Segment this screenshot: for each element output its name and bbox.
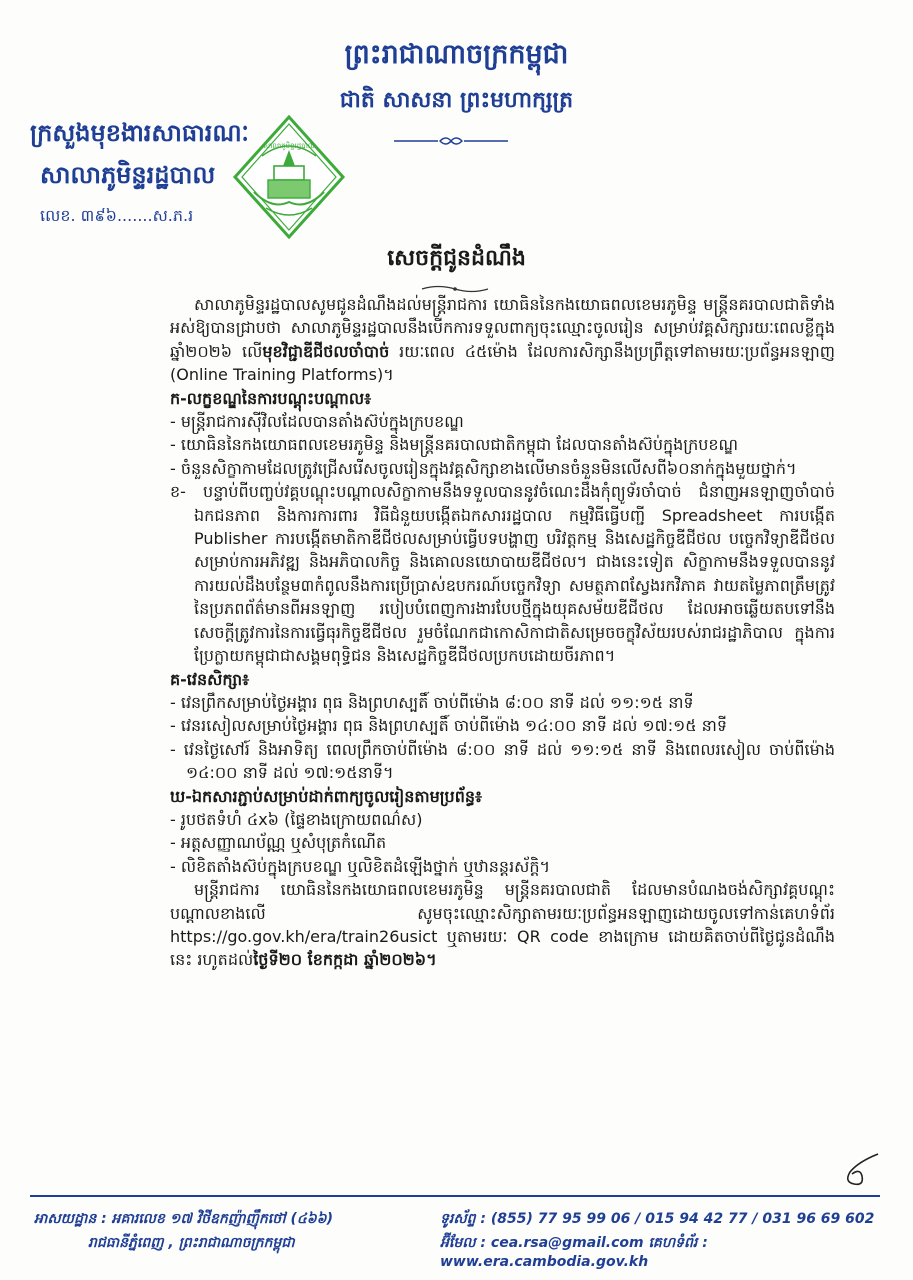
intro-course-name: មុខវិជ្ជាឌីជីថលចាំបាច់	[262, 341, 390, 361]
list-item: - វេនរសៀលសម្រាប់ថ្ងៃអង្គារ ពុធ និងព្រហស្បតិ៍ ចាប់ពីម៉ោង ១៤:០០ នាទី ដល់ ១៧:១៥ នាទី	[170, 716, 728, 736]
document-title: សេចក្តីជូនដំណឹង	[387, 246, 526, 271]
list-item: - វេនថ្ងៃសៅរ៍ និងអាទិត្យ ពេលព្រឹកចាប់ពីម៉ោង ៨:០០ នាទី ដល់ ១១:១៥ នាទី និងពេលរសៀល ចាប់ពីម៉ោង ១៤:០០ នាទី ដល់ ១៧:១៥នាទី។	[170, 739, 835, 783]
intro-paragraph	[170, 293, 835, 387]
school-name: សាលាភូមិន្ទរដ្ឋបាល	[40, 161, 216, 189]
list-item: - យោធិននៃកងយោធពលខេមរភូមិន្ទ និងមន្ត្រីនគរបាលជាតិកម្ពុជា ដែលបានតាំងស៊ប់ក្នុងក្របខណ្ឌ	[170, 435, 739, 455]
ornament-icon	[392, 133, 510, 149]
closing-paragraph	[170, 878, 835, 972]
reference-number: លេខ. ៣៩៦.......ស.ភ.រ	[40, 206, 194, 225]
footer-phone: ទូរស័ព្ទ : (855) 77 95 99 06 / 015 94 42 77 / 031 96 69 602	[440, 1211, 875, 1227]
logo-text: សាលាភូមិន្ទរដ្ឋបាល	[263, 142, 315, 150]
national-motto: ជាតិ សាសនា ព្រះមហាក្សត្រ	[339, 88, 574, 113]
kingdom-title: ព្រះរាជាណាចក្រកម្ពុជា	[344, 39, 569, 70]
list-item: - លិខិតតាំងស៊ប់ក្នុងក្របខណ្ឌ ឬលិខិតដំឡើងថ្នាក់ ឬឋានន្តរស័ក្តិ។	[170, 856, 551, 876]
footer-divider	[30, 1195, 880, 1197]
list-item: - ចំនួនសិក្ខាកាមដែលត្រូវជ្រើសរើសចូលរៀនក្នុងវគ្គសិក្សាខាងលើមានចំនួនមិនលើសពី៦០នាក់ក្នុងមួយថ្នាក់។	[170, 458, 797, 478]
list-item: - រូបថតទំហំ ៤x៦ (ផ្ទៃខាងក្រោយពណ៌ស)	[170, 809, 423, 829]
closing-text: មន្ត្រីរាជការ យោធិននៃកងយោធពលខេមរភូមិន្ទ មន្ត្រីនគរបាលជាតិ ដែលមានបំណងចង់សិក្សាវគ្គបណ្តុះបណ្តាលខាងលើ សូមចុះឈ្មោះសិក្សាតាមរយៈប្រព័ន្ធអនឡាញដោយចូលទៅកាន់គេហទំព័រ https://go.gov.kh/era/train26usict ឬតាមរយៈ QR code ខាងក្រោម ដោយគិតចាប់ពីថ្ងៃជូនដំណឹងនេះ រហូតដល់	[170, 880, 835, 970]
document-body	[170, 293, 835, 972]
list-item: - មន្ត្រីរាជការស៊ីវិលដែលបានតាំងស៊ប់ក្នុងក្របខណ្ឌ	[170, 412, 464, 432]
footer-address-line2: រាជធានីភ្នំពេញ , ព្រះរាជាណាចក្រកម្ពុជា	[88, 1235, 295, 1251]
list-item: - វេនព្រឹកសម្រាប់ថ្ងៃអង្គារ ពុធ និងព្រហស្បតិ៍ ចាប់ពីម៉ោង ៨:០០ នាទី ដល់ ១១:១៥ នាទី	[170, 692, 694, 712]
intro-text-end: រយៈពេល ៤៥ម៉ោង ដែលការសិក្សានឹងប្រព្រឹត្តទៅតាមរយៈប្រព័ន្ធអនឡាញ (Online Training Platforms)។	[170, 341, 835, 385]
list-item: - អត្តសញ្ញាណប័ណ្ណ ឬសំបុត្រកំណើត	[170, 833, 387, 853]
closing-deadline: ថ្ងៃទី២០ ខែកក្កដា ឆ្នាំ២០២៦។	[253, 950, 437, 970]
intro-text: សាលាភូមិន្ទរដ្ឋបាលសូមជូនដំណឹងដល់មន្ត្រីរាជការ យោធិននៃកងយោធពលខេមរភូមិន្ទ មន្ត្រីនគរបាលជាតិទាំងអស់ឱ្យបានជ្រាបថា សាលាភូមិន្ទរដ្ឋបាលនឹងបើកការទទួលពាក្យចុះឈ្មោះចូលរៀន សម្រាប់វគ្គសិក្សារយៈពេលខ្លីក្នុងឆ្នាំ២០២៦ លើ	[170, 295, 835, 361]
footer-address-line1: អាសយដ្ឋាន : អគារលេខ ១៧ វិថីឧកញ៉ាញ៉ឹកថៅ (៤៦៦)	[34, 1211, 333, 1227]
school-logo-icon	[232, 114, 346, 240]
section-d-heading: ឃ-ឯកសារភ្ជាប់សម្រាប់ដាក់ពាក្យចូលរៀនតាមប្រព័ន្ធ៖	[170, 786, 483, 806]
handwritten-mark-icon	[838, 1150, 886, 1190]
ministry-name: ក្រសួងមុខងារសាធារណៈ	[30, 119, 249, 147]
section-c-heading: គ-វេនសិក្សា៖	[170, 669, 250, 689]
section-b-paragraph: ខ- បន្ទាប់ពីបញ្ចប់វគ្គបណ្តុះបណ្តាលសិក្ខាកាមនឹងទទួលបាននូវចំណេះដឹងកុំព្យូទ័រចាំបាច់ ជំនាញអនឡាញចាំបាច់ ឯកជនភាព និងការការពារ វិធីជំនួយបង្កើតឯកសាររដ្ឋបាល កម្មវិធីធ្វើបញ្ជី Spreadsheet ការបង្កើត Publisher ការបង្កើតមាតិកាឌីជីថលសម្រាប់ធ្វើបទបង្ហាញ បរិវត្តកម្ម និងសេដ្ឋកិច្ចឌីជីថល បច្ចេកវិទ្យាឌីជីថលសម្រាប់ការអភិវឌ្ឍ និងអភិបាលកិច្ច និងគោលនយោបាយឌីជីថល។ ជាងនេះទៀត សិក្ខាកាមនឹងទទួលបាននូវការយល់ដឹងបន្ថែម៣កំពូលនឹងការប្រើប្រាស់ឧបករណ៍បច្ចេកវិទ្យា សមត្ថភាពស្វែងរកវិភាគ វាយតម្លៃភាពត្រឹមត្រូវនៃប្រភពព័ត៌មានពីអនឡាញ របៀបបំពេញការងារបែបថ្មីក្នុងយុគសម័យឌីជីថល ដែលអាចឆ្លើយតបទៅនឹងសេចក្តីត្រូវការនៃការធ្វើធុរកិច្ចឌីជីថល រួមចំណែកជាកោសិកាជាតិសម្រេចចក្ខុវិស័យរបស់រាជរដ្ឋាភិបាល ក្នុងការប្រែក្លាយកម្ពុជាជាសង្គមពុទ្ធិជន និងសេដ្ឋកិច្ចឌីជីថលប្រកបដោយចីរភាព។	[170, 482, 835, 666]
section-a-heading: ក-លក្ខខណ្ឌនៃការបណ្តុះបណ្តាល៖	[170, 388, 372, 408]
footer-email-website: អ៊ីមែល : cea.rsa@gmail.com គេហទំព័រ : www.era.cambodia.gov.kh	[440, 1235, 708, 1270]
